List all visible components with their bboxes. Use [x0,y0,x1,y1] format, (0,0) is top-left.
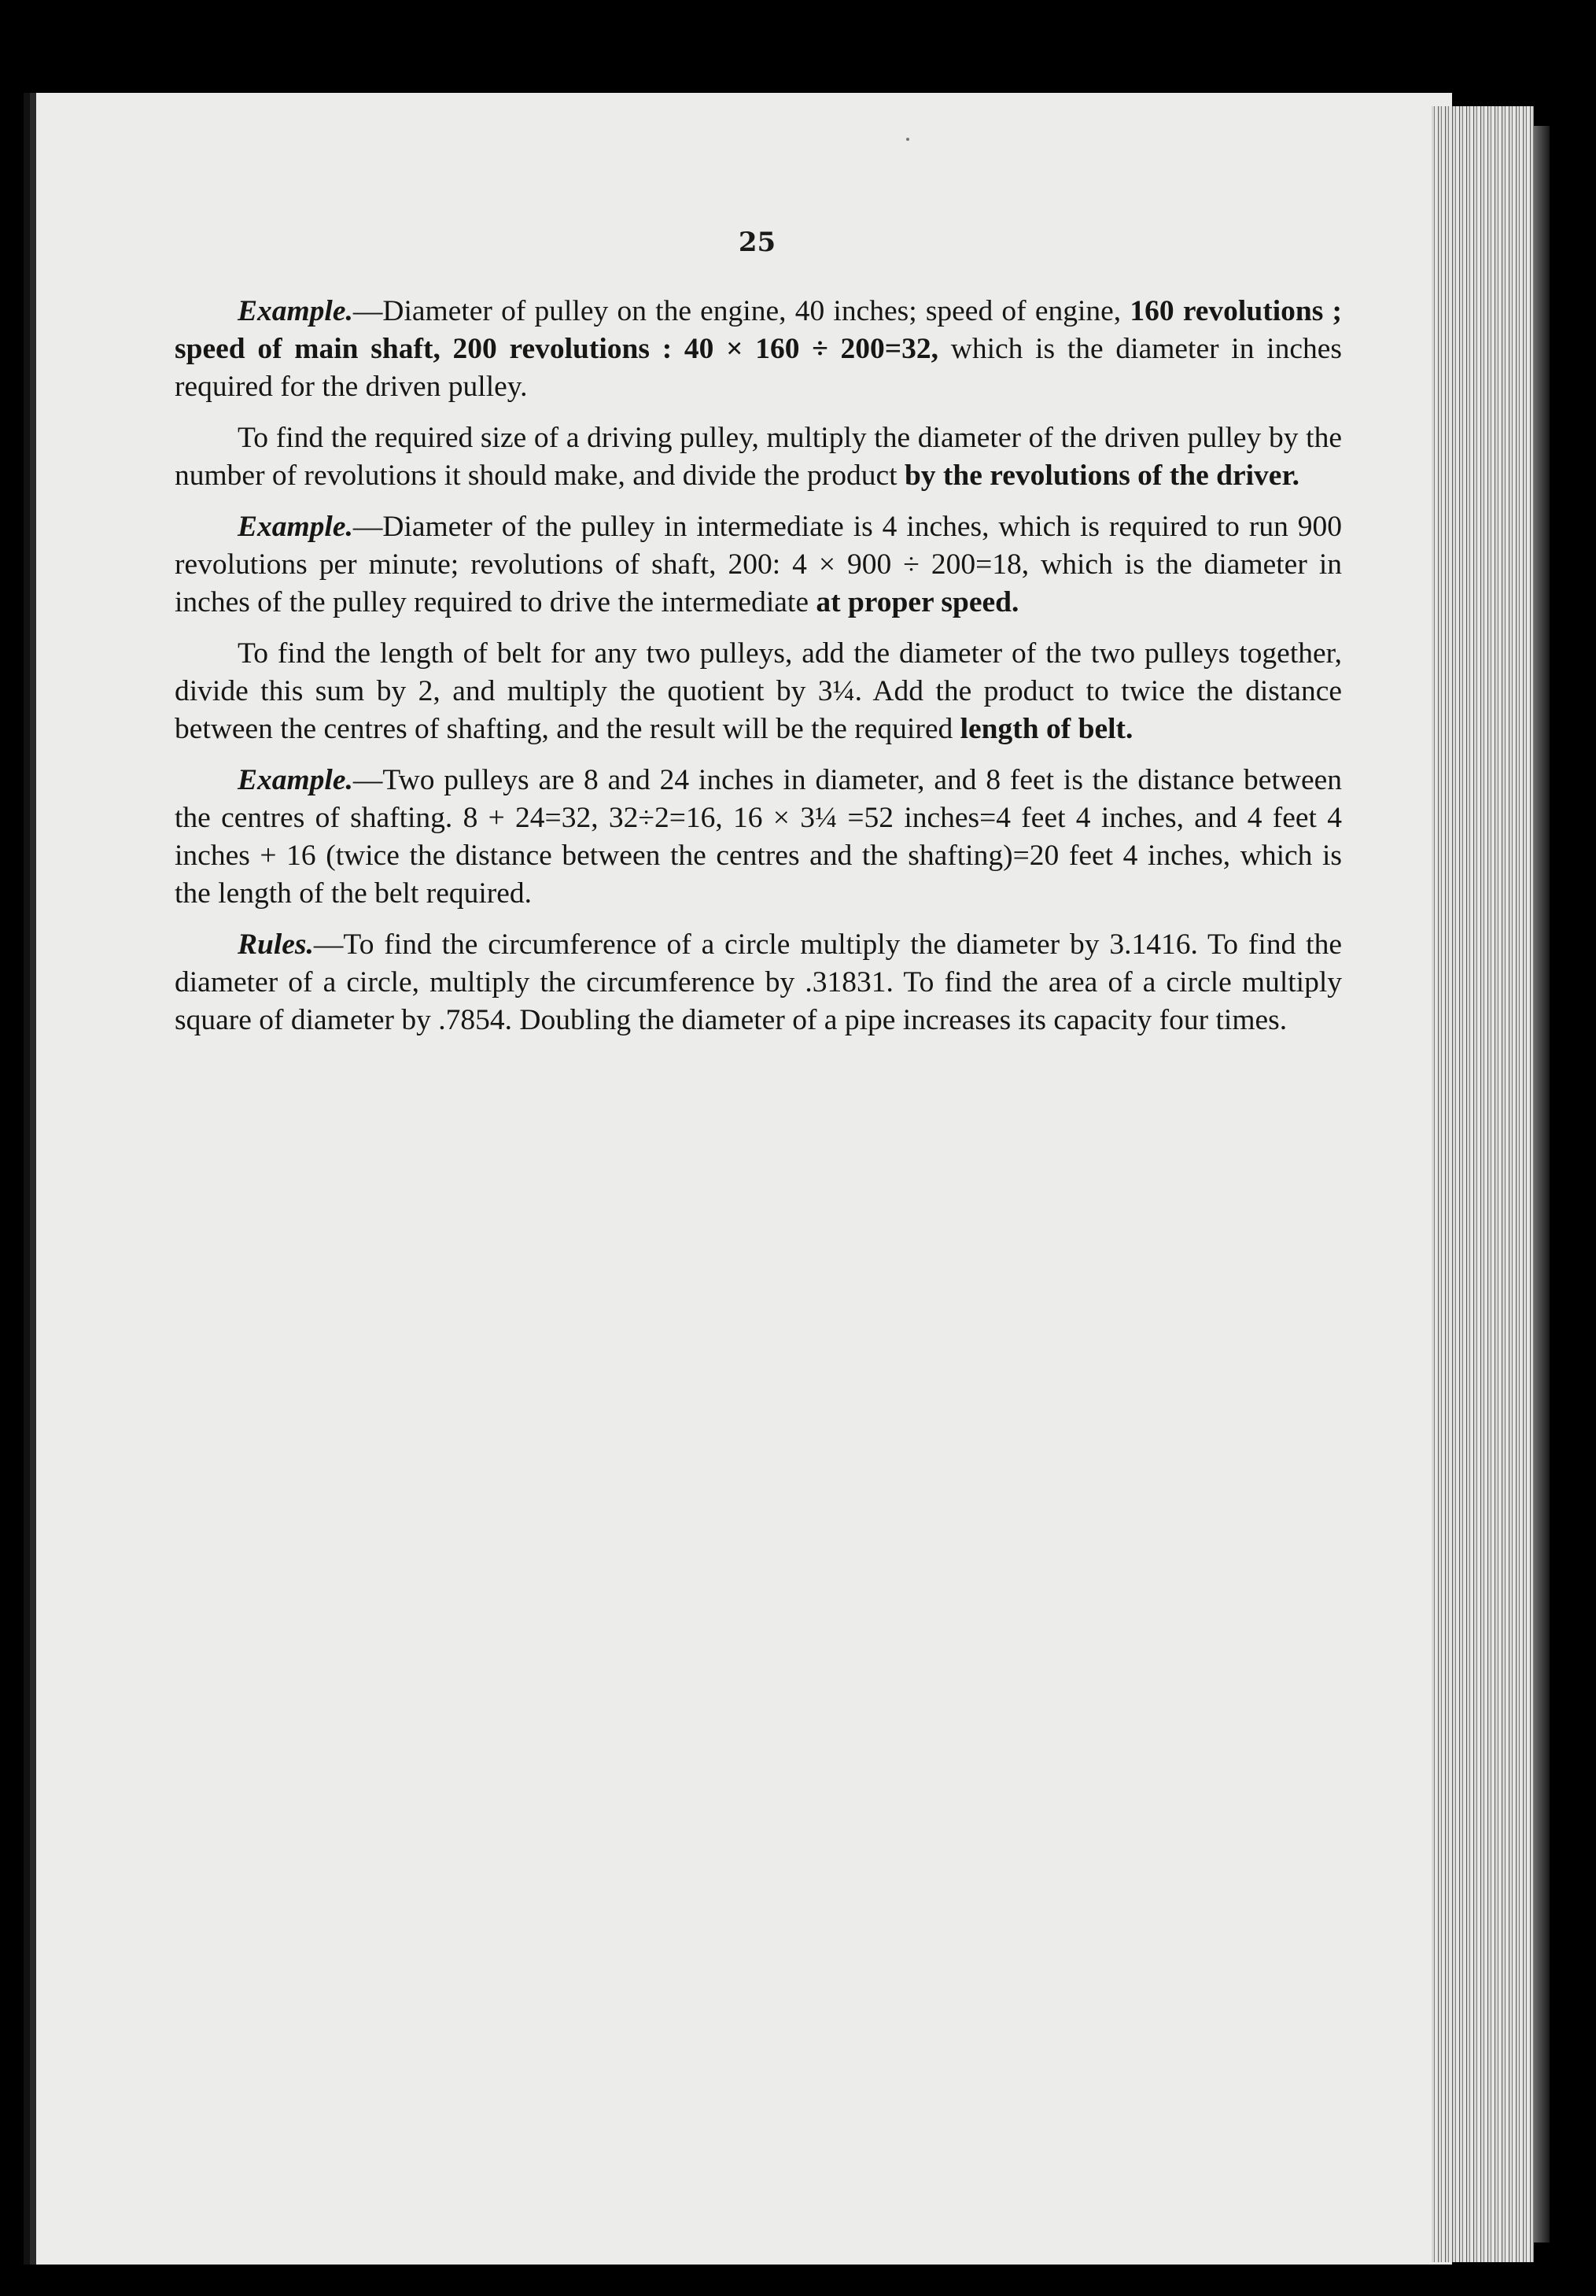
paragraph-tail: which is the diameter in inches required for the driven pulley. [175,333,1342,403]
paragraph-text: —Diameter of pulley on the engine, 40 inches; speed of engine, [352,295,1130,327]
paragraph [175,926,1342,1039]
paragraph-bold-text: by the revolutions of the driver. [904,460,1300,492]
paragraph-bold-text: 160 revolutions ; speed of main shaft, 200 revolutions : 40 × 160 ÷ 200=32, [175,295,1343,365]
body-text [175,293,1342,1053]
paragraph [175,762,1342,913]
paragraph [175,508,1342,622]
paragraph [175,293,1342,406]
paragraph-label: Example. [238,511,353,543]
page-number: 25 [738,227,776,258]
paragraph-bold-text: length of belt. [960,713,1133,745]
paragraph [175,419,1342,495]
page-edges-shadow [1534,126,1550,2242]
paragraph-bold-text: at proper speed. [816,586,1019,618]
scan-speck [906,138,909,141]
paragraph [175,635,1342,748]
page-edges [1432,106,1534,2262]
paragraph-text: To find the required size of a driving pulley, multiply the diameter of the driven pulley by the number of revolutions it should make, and divide the product [175,422,1342,492]
paragraph-text: —Diameter of the pulley in intermediate is 4 inches, which is required to run 900 revolutions per minute; revolutions of shaft, 200: 4 × 900 ÷ 200=18, which is the diameter in inches of the pulley required to drive the intermediate [175,511,1342,618]
paragraph-label: Example. [238,764,353,796]
paragraph-text: —To find the circumference of a circle multiply the diameter by 3.1416. To find the diameter of a circle, multiply the circumference by .31831. To find the area of a circle multiply square of diameter by .7854. Doubling the diameter of a pipe increases its capacity four times. [175,928,1342,1036]
paragraph-label: Rules. [238,928,314,961]
paragraph-text: To find the length of belt for any two pulleys, add the diameter of the two pulleys together, divide this sum by 2, and multiply the quotient by 3¼. Add the product to twice the distance between the centres of shafting, and the result will be the required [175,637,1342,745]
paragraph-text: —Two pulleys are 8 and 24 inches in diameter, and 8 feet is the distance between the centres of shafting. 8 + 24=32, 32÷2=16, 16 × 3¼ =52 inches=4 feet 4 inches, and 4 feet 4 inches + 16 (twice the distance between the centres and the shafting)=20 feet 4 inches, which is the length of the belt required. [175,764,1342,910]
paragraph-label: Example. [238,295,353,327]
